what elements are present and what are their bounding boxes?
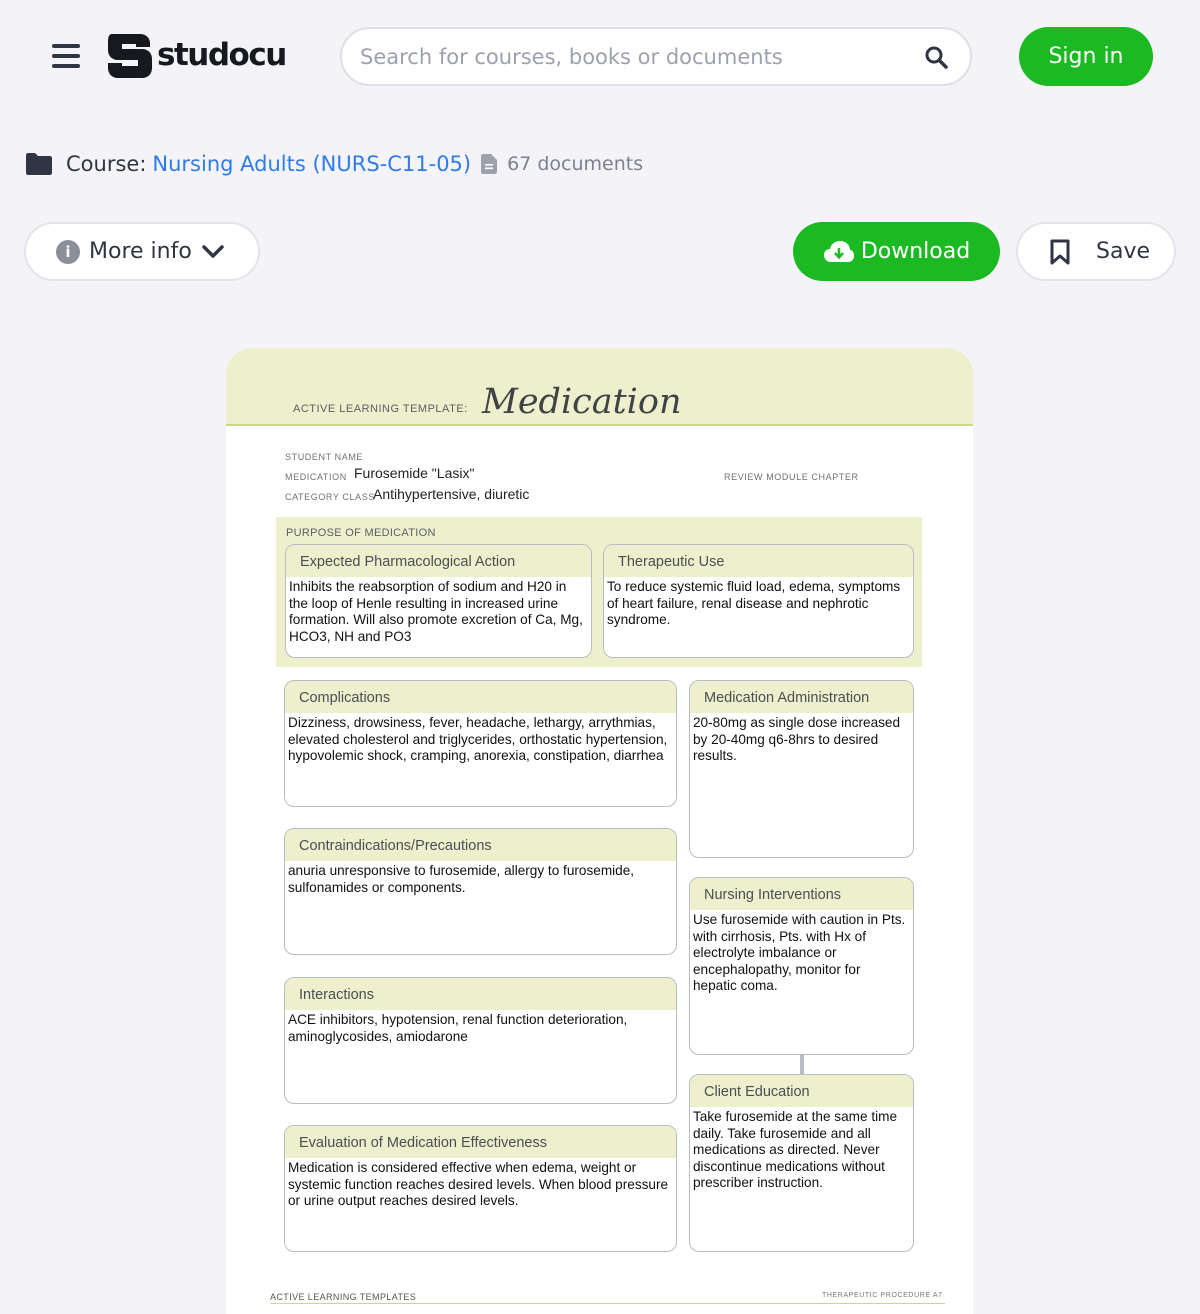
footer-right: THERAPEUTIC PROCEDURE A7 bbox=[822, 1292, 943, 1299]
course-link[interactable]: Nursing Adults (NURS-C11-05) bbox=[152, 152, 472, 176]
purpose-label: PURPOSE OF MEDICATION bbox=[286, 527, 436, 539]
therapeutic-use-box bbox=[603, 544, 914, 658]
medication-value: Furosemide "Lasix" bbox=[354, 465, 475, 481]
document-count: 67 documents bbox=[507, 153, 644, 175]
nursing-interventions-box bbox=[689, 877, 914, 1055]
more-info-label: More info bbox=[89, 239, 192, 264]
save-button[interactable] bbox=[1016, 222, 1176, 281]
bookmark-icon bbox=[1050, 239, 1070, 265]
more-info-button[interactable] bbox=[24, 222, 260, 281]
search-bar[interactable] bbox=[340, 27, 972, 86]
category-value: Antihypertensive, diuretic bbox=[373, 486, 530, 502]
box-body: ACE inhibitors, hypotension, renal function deterioration, aminoglycosides, amiodarone bbox=[288, 1012, 628, 1044]
box-title: Medication Administration bbox=[690, 681, 913, 713]
studocu-logo-icon bbox=[106, 30, 154, 80]
download-label: Download bbox=[860, 239, 971, 264]
review-module-label: REVIEW MODULE CHAPTER bbox=[724, 472, 859, 482]
contraindications-box bbox=[284, 828, 677, 955]
footer-divider bbox=[270, 1303, 945, 1304]
student-name-label: STUDENT NAME bbox=[285, 452, 364, 462]
download-button[interactable] bbox=[793, 222, 1000, 281]
template-header bbox=[226, 348, 973, 426]
client-education-box bbox=[689, 1074, 914, 1252]
box-body: Inhibits the reabsorption of sodium and H20 in the loop of Henle resulting in increased urine formation. Will also promote excretion of Ca, Mg, HCO3, NH and PO3 bbox=[289, 579, 583, 644]
box-body: 20-80mg as single dose increased by 20-40mg q6-8hrs to desired results. bbox=[693, 715, 901, 763]
box-title: Contraindications/Precautions bbox=[285, 829, 676, 861]
expected-action-box bbox=[285, 544, 592, 658]
box-title: Therapeutic Use bbox=[604, 545, 913, 577]
administration-box bbox=[689, 680, 914, 858]
complications-box bbox=[284, 680, 677, 807]
cloud-download-icon bbox=[823, 240, 855, 264]
logo-text: studocu bbox=[157, 37, 286, 73]
course-label: Course: bbox=[66, 152, 147, 176]
box-title: Complications bbox=[285, 681, 676, 713]
evaluation-box bbox=[284, 1125, 677, 1252]
category-label: CATEGORY CLASS bbox=[285, 492, 375, 502]
studocu-logo[interactable] bbox=[106, 30, 286, 80]
course-breadcrumb bbox=[26, 152, 643, 176]
box-title: Evaluation of Medication Effectiveness bbox=[285, 1126, 676, 1158]
box-body: anuria unresponsive to furosemide, allergy to furosemide, sulfonamides or components. bbox=[288, 863, 635, 895]
connector-line bbox=[800, 1054, 804, 1076]
search-input[interactable] bbox=[360, 45, 924, 69]
footer-left: ACTIVE LEARNING TEMPLATES bbox=[270, 1292, 417, 1302]
folder-icon bbox=[26, 153, 52, 175]
info-icon: i bbox=[56, 240, 80, 264]
menu-icon[interactable] bbox=[52, 44, 80, 68]
box-title: Expected Pharmacological Action bbox=[286, 545, 591, 577]
box-body: Use furosemide with caution in Pts. with cirrhosis, Pts. with Hx of electrolyte imbalance or encephalopathy, monitor for hepatic coma. bbox=[693, 912, 906, 993]
box-title: Client Education bbox=[690, 1075, 913, 1107]
box-body: Dizziness, drowsiness, fever, headache, lethargy, arrythmias, elevated cholesterol and triglycerides, orthostatic hypertension, hypovolemic shock, cramping, anorexia, constipation, diarrhea bbox=[288, 715, 668, 763]
box-body: Take furosemide at the same time daily. Take furosemide and all medications as directed. Never discontinue medications without prescriber instruction. bbox=[693, 1109, 897, 1190]
save-label: Save bbox=[1096, 239, 1151, 264]
interactions-box bbox=[284, 977, 677, 1104]
sign-in-button[interactable]: Sign in bbox=[1019, 27, 1153, 86]
box-body: Medication is considered effective when edema, weight or systemic function reaches desired levels. When blood pressure or urine output reaches desired levels. bbox=[288, 1160, 669, 1208]
template-label: ACTIVE LEARNING TEMPLATE: bbox=[293, 403, 468, 415]
document-icon bbox=[481, 154, 497, 174]
medication-label: MEDICATION bbox=[285, 472, 347, 482]
template-title: Medication bbox=[482, 382, 682, 422]
document-preview bbox=[226, 348, 973, 1314]
chevron-down-icon bbox=[202, 245, 224, 259]
search-icon[interactable] bbox=[924, 45, 948, 69]
box-title: Nursing Interventions bbox=[690, 878, 913, 910]
box-title: Interactions bbox=[285, 978, 676, 1010]
box-body: To reduce systemic fluid load, edema, symptoms of heart failure, renal disease and nephrotic syndrome. bbox=[607, 579, 901, 627]
